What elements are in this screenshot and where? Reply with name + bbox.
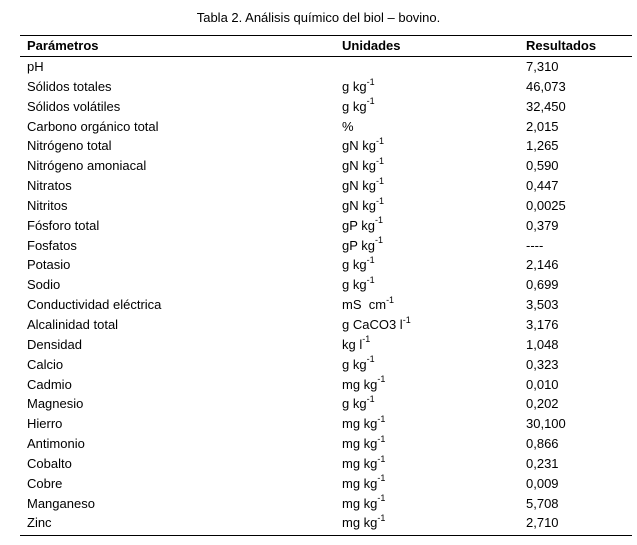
table-row <box>0 216 637 236</box>
unit-text: mg kg <box>342 416 378 432</box>
cell-unidad <box>342 275 375 295</box>
unit-text: mg kg <box>342 376 378 392</box>
cell-parametro: pH <box>27 59 44 74</box>
cell-resultado: 3,503 <box>526 297 559 313</box>
cell-unidad <box>342 513 385 533</box>
unit-exponent: -1 <box>375 136 384 147</box>
cell-resultado: 7,310 <box>526 59 559 74</box>
cell-parametro: Nitratos <box>27 178 72 194</box>
table-caption: Tabla 2. Análisis químico del biol – bovino. <box>196 10 441 25</box>
unit-text: g kg <box>342 98 367 114</box>
unit-exponent: -1 <box>375 215 384 226</box>
unit-exponent: -1 <box>375 235 384 246</box>
unit-exponent: -1 <box>366 354 375 365</box>
table-row <box>0 136 637 156</box>
unit-exponent: -1 <box>377 453 386 464</box>
table-row <box>0 156 637 176</box>
cell-parametro: Cobre <box>27 475 63 491</box>
cell-parametro: Densidad <box>27 336 82 352</box>
cell-parametro: Carbono orgánico total <box>27 118 159 134</box>
cell-parametro: Nitritos <box>27 197 68 213</box>
cell-resultado: 2,710 <box>526 515 559 531</box>
table-row <box>0 117 637 137</box>
cell-parametro: Fósforo total <box>27 217 100 233</box>
cell-resultado: 0,231 <box>526 455 559 471</box>
cell-unidad <box>342 196 384 216</box>
unit-text: kg l <box>342 336 363 352</box>
cell-unidad <box>342 176 384 196</box>
unit-text: g kg <box>342 257 367 273</box>
cell-unidad <box>342 295 394 315</box>
cell-parametro: Manganeso <box>27 495 95 511</box>
unit-exponent: -1 <box>366 274 375 285</box>
table-row <box>0 454 637 474</box>
cell-resultado: 32,450 <box>526 98 566 114</box>
cell-resultado: 0,009 <box>526 475 559 491</box>
cell-unidad <box>342 494 385 514</box>
unit-text: mS cm <box>342 297 387 313</box>
unit-text: g kg <box>342 356 367 372</box>
cell-unidad <box>342 97 375 117</box>
table-row <box>0 434 637 454</box>
cell-parametro: Nitrógeno amoniacal <box>27 158 147 174</box>
cell-unidad <box>342 236 383 256</box>
cell-parametro: Cadmio <box>27 376 72 392</box>
table-row <box>0 57 637 77</box>
cell-parametro: Sólidos volátiles <box>27 98 121 114</box>
cell-unidad <box>342 394 375 414</box>
unit-exponent: -1 <box>377 433 386 444</box>
unit-text: gN kg <box>342 138 376 154</box>
unit-text: gN kg <box>342 178 376 194</box>
cell-unidad <box>342 355 375 375</box>
header-resultados: Resultados <box>526 38 597 53</box>
cell-parametro: Potasio <box>27 257 71 273</box>
cell-unidad <box>342 474 385 494</box>
table-row <box>0 315 637 335</box>
cell-resultado: 5,708 <box>526 495 559 511</box>
cell-resultado: 0,590 <box>526 158 559 174</box>
table-row <box>0 255 637 275</box>
unit-text: gP kg <box>342 237 376 253</box>
unit-exponent: -1 <box>366 255 375 266</box>
unit-exponent: -1 <box>377 513 386 524</box>
unit-text: mg kg <box>342 515 378 531</box>
cell-parametro: Cobalto <box>27 455 72 471</box>
cell-unidad <box>342 375 385 395</box>
unit-exponent: -1 <box>377 374 386 385</box>
unit-text: % <box>342 118 354 134</box>
cell-parametro: Antimonio <box>27 436 85 452</box>
cell-parametro: Zinc <box>27 515 52 531</box>
cell-resultado: 30,100 <box>526 416 566 432</box>
table-row <box>0 394 637 414</box>
unit-exponent: -1 <box>366 96 375 107</box>
table-body <box>0 57 637 533</box>
cell-parametro: Calcio <box>27 356 64 372</box>
cell-resultado: 46,073 <box>526 78 566 94</box>
table-row <box>0 77 637 97</box>
cell-resultado: 3,176 <box>526 316 559 332</box>
table-header-row <box>0 38 637 54</box>
cell-parametro: Sólidos totales <box>27 78 112 94</box>
table-row <box>0 375 637 395</box>
cell-resultado: 0,699 <box>526 277 559 293</box>
table-row <box>0 513 637 533</box>
unit-exponent: -1 <box>386 294 395 305</box>
table-row <box>0 414 637 434</box>
table-row <box>0 335 637 355</box>
cell-unidad <box>342 216 383 236</box>
cell-resultado: 0,323 <box>526 356 559 372</box>
table-row <box>0 295 637 315</box>
unit-exponent: -1 <box>375 155 384 166</box>
unit-exponent: -1 <box>402 314 411 325</box>
header-unidades: Unidades <box>342 38 401 53</box>
cell-resultado: 0,447 <box>526 178 559 194</box>
unit-exponent: -1 <box>366 394 375 405</box>
unit-exponent: -1 <box>377 493 386 504</box>
cell-unidad <box>342 117 354 137</box>
table-row <box>0 196 637 216</box>
cell-resultado: 1,048 <box>526 336 559 352</box>
cell-unidad <box>342 156 384 176</box>
cell-resultado: 0,010 <box>526 376 559 392</box>
unit-exponent: -1 <box>377 473 386 484</box>
table-row <box>0 474 637 494</box>
unit-text: mg kg <box>342 495 378 511</box>
table-row <box>0 275 637 295</box>
unit-exponent: -1 <box>375 175 384 186</box>
unit-exponent: -1 <box>362 334 371 345</box>
unit-exponent: -1 <box>375 195 384 206</box>
unit-text: g CaCO3 l <box>342 316 403 332</box>
cell-parametro: Sodio <box>27 277 61 293</box>
cell-parametro: Hierro <box>27 416 63 432</box>
header-parametros: Parámetros <box>27 38 99 53</box>
table-row <box>0 236 637 256</box>
unit-text: mg kg <box>342 475 378 491</box>
table-row <box>0 176 637 196</box>
cell-parametro: Alcalinidad total <box>27 316 119 332</box>
unit-text: gP kg <box>342 217 376 233</box>
cell-unidad <box>342 434 385 454</box>
unit-text: g kg <box>342 78 367 94</box>
table-top-rule <box>20 35 632 36</box>
cell-resultado: 0,202 <box>526 396 559 412</box>
cell-parametro: Conductividad eléctrica <box>27 297 162 313</box>
cell-resultado: 0,0025 <box>526 197 566 213</box>
cell-resultado: ---- <box>526 237 544 253</box>
cell-resultado: 2,015 <box>526 118 559 134</box>
cell-resultado: 0,379 <box>526 217 559 233</box>
cell-parametro: Nitrógeno total <box>27 138 112 154</box>
cell-resultado: 1,265 <box>526 138 559 154</box>
table-row <box>0 494 637 514</box>
cell-unidad <box>342 414 385 434</box>
cell-unidad <box>342 255 375 275</box>
unit-text: mg kg <box>342 455 378 471</box>
cell-parametro: Magnesio <box>27 396 84 412</box>
cell-unidad <box>342 335 370 355</box>
unit-text: gN kg <box>342 197 376 213</box>
table-row <box>0 355 637 375</box>
cell-unidad <box>342 77 375 97</box>
unit-text: g kg <box>342 396 367 412</box>
unit-exponent: -1 <box>377 413 386 424</box>
cell-parametro: Fosfatos <box>27 237 77 253</box>
unit-text: gN kg <box>342 158 376 174</box>
cell-resultado: 2,146 <box>526 257 559 273</box>
cell-unidad <box>342 454 385 474</box>
cell-resultado: 0,866 <box>526 436 559 452</box>
unit-exponent: -1 <box>366 76 375 87</box>
unit-text: g kg <box>342 277 367 293</box>
table-row <box>0 97 637 117</box>
table-bottom-rule <box>20 535 632 536</box>
cell-unidad <box>342 136 384 156</box>
cell-unidad <box>342 315 411 335</box>
unit-text: mg kg <box>342 436 378 452</box>
